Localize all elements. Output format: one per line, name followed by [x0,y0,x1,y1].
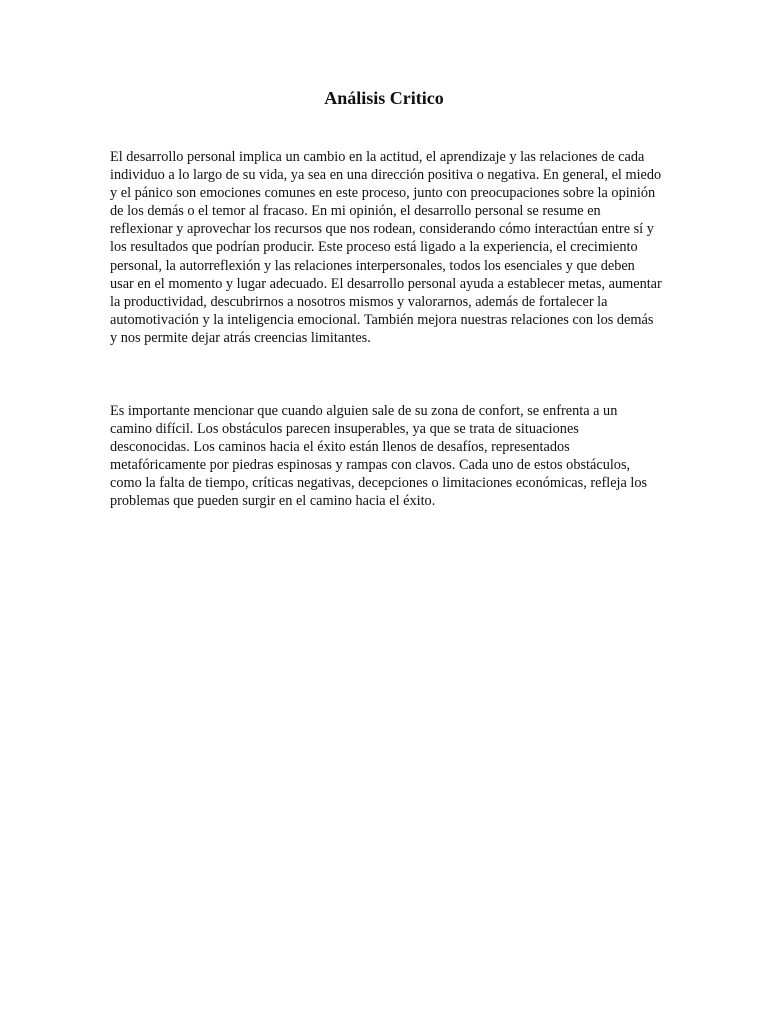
paragraph-desarrollo-personal: El desarrollo personal implica un cambio en la actitud, el aprendizaje y las relaciones de cada individuo a lo largo de su vida, ya sea en una dirección positiva o negativa. En general, el miedo y el pánico son emociones comunes en este proceso, junto con preocupaciones sobre la opinión de los demás o el temor al fracaso. En mi opinión, el desarrollo personal se resume en reflexionar y aprovechar los recursos que nos rodean, considerando cómo interactúan entre sí y los resultados que podrían producir. Este proceso está ligado a la experiencia, el crecimiento personal, la autorreflexión y las relaciones interpersonales, todos los esenciales y que deben usar en el momento y lugar adecuado. El desarrollo personal ayuda a establecer metas, aumentar la productividad, descubrirnos a nosotros mismos y valorarnos, además de fortalecer la automotivación y la inteligencia emocional. También mejora nuestras relaciones con los demás y nos permite dejar atrás creencias limitantes. [110,149,662,346]
document-title: Análisis Critico [324,88,444,108]
paragraph-zona-de-confort: Es importante mencionar que cuando alguien sale de su zona de confort, se enfrenta a un camino difícil. Los obstáculos parecen insuperables, ya que se trata de situaciones desconocidas. Los caminos hacia el éxito están llenos de desafíos, representados metafóricamente por piedras espinosas y rampas con clavos. Cada uno de estos obstáculos, como la falta de tiempo, críticas negativas, decepciones o limitaciones económicas, refleja los problemas que pueden surgir en el camino hacia el éxito. [110,403,648,510]
